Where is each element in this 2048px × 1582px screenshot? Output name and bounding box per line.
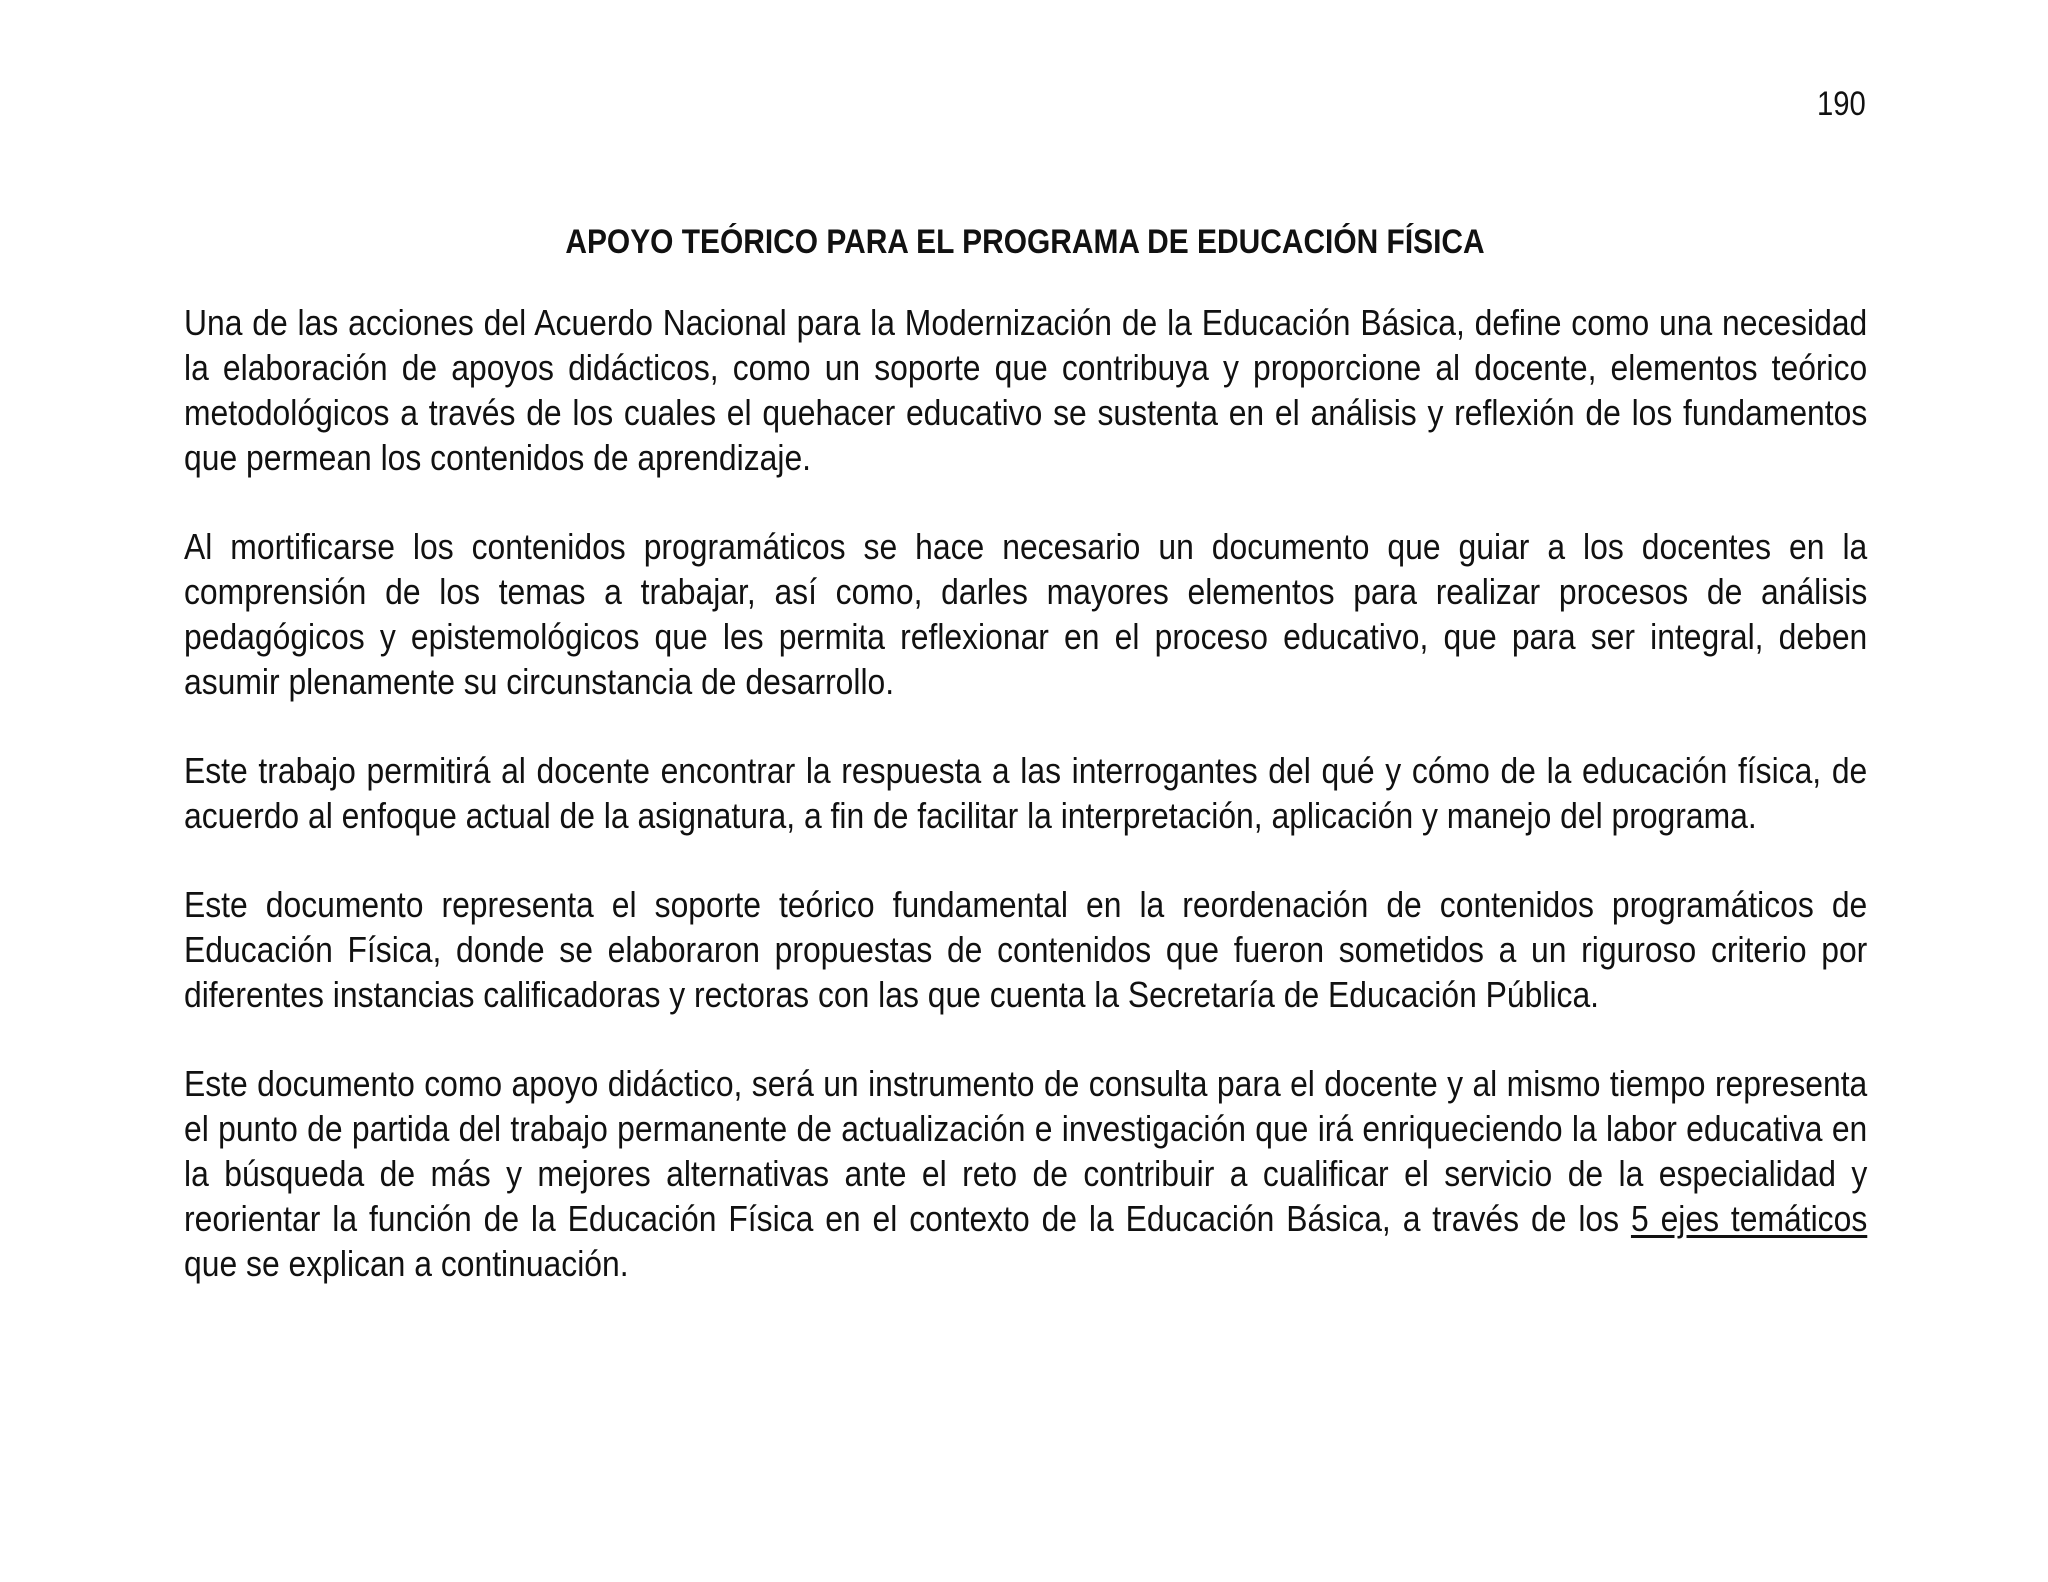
paragraph-5-text-before: Este documento como apoyo didáctico, será un instrumento de consulta para el docente y al mismo tiempo representa el punto de partida del trabajo permanente de actualización e investigación que irá enriqueciendo la labor educativa en la búsqueda de más y mejores alternativas ante el reto de contribuir a cualificar el servicio de la especialidad y reorientar la función de la Educación Física en el contexto de la Educación Básica, a través de los xyxy=(184,1063,1868,1239)
document-content xyxy=(184,214,1866,1330)
document-title: APOYO TEÓRICO PARA EL PROGRAMA DE EDUCACIÓN FÍSICA xyxy=(565,223,1485,261)
paragraph-4: Este documento representa el soporte teórico fundamental en la reordenación de contenidos programáticos de Educación Física, donde se elaboraron propuestas de contenidos que fueron sometidos a un riguroso criterio por diferentes instancias calificadoras y rectoras con las que cuenta la Secretaría de Educación Pública. xyxy=(184,884,1868,1015)
paragraph-5-text-after: que se explican a continuación. xyxy=(184,1243,629,1284)
paragraph-1: Una de las acciones del Acuerdo Nacional para la Modernización de la Educación Básica, define como una necesidad la elaboración de apoyos didácticos, como un soporte que contribuya y proporcione al docente, elementos teórico metodológicos a través de los cuales el quehacer educativo se sustenta en el análisis y reflexión de los fundamentos que permean los contenidos de aprendizaje. xyxy=(184,302,1868,478)
underlined-thematic-axes: 5 ejes temáticos xyxy=(1630,1198,1868,1239)
paragraph-5 xyxy=(184,1061,1867,1286)
paragraph-2: Al mortificarse los contenidos programáticos se hace necesario un documento que guiar a los docentes en la comprensión de los temas a trabajar, así como, darles mayores elementos para realizar procesos de análisis pedagógicos y epistemológicos que les permita reflexionar en el proceso educativo, que para ser integral, deben asumir plenamente su circunstancia de desarrollo. xyxy=(184,526,1868,702)
paragraph-3: Este trabajo permitirá al docente encontrar la respuesta a las interrogantes del qué y cómo de la educación física, de acuerdo al enfoque actual de la asignatura, a fin de facilitar la interpretación, aplicación y manejo del programa. xyxy=(184,750,1868,836)
page-number: 190 xyxy=(1817,85,1866,123)
